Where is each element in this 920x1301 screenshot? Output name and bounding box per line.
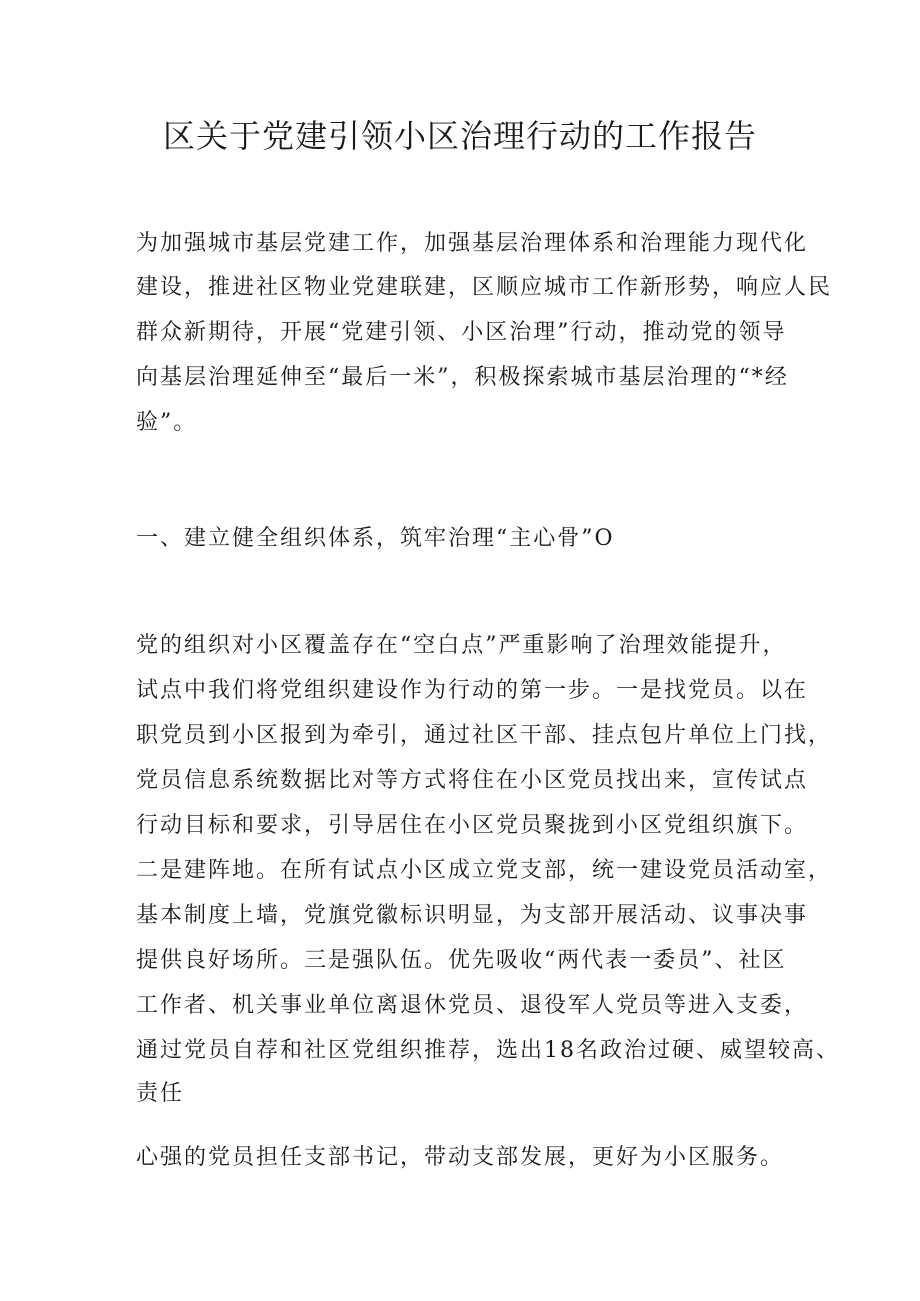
body-line: 通过党员自荐和社区党组织推荐，选出18名政治过硬、威望较高、 — [136, 1038, 840, 1063]
intro-line: 群众新期待，开展“党建引领、小区治理”行动，推动党的领导 — [136, 320, 787, 345]
section-heading: 一、建立健全组织体系，筑牢治理“主心骨”O — [136, 526, 615, 551]
body-line: 基本制度上墙，党旗党徽标识明显，为支部开展活动、议事决事 — [136, 903, 809, 928]
intro-line: 建设，推进社区物业党建联建，区顺应城市工作新形势，响应人民 — [136, 275, 833, 300]
document-title: 区关于党建引领小区治理行动的工作报告 — [162, 117, 757, 155]
body-line: 行动目标和要求，引导居住在小区党员聚拢到小区党组织旗下。 — [136, 813, 809, 838]
intro-line: 验”。 — [136, 410, 198, 435]
body-line: 心强的党员担任支部书记，带动支部发展，更好为小区服务。 — [136, 1145, 785, 1170]
body-line: 党员信息系统数据比对等方式将住在小区党员找出来，宣传试点 — [136, 768, 809, 793]
intro-line: 向基层治理延伸至“最后一米”，积极探索城市基层治理的“*经 — [136, 365, 789, 390]
body-line: 二是建阵地。在所有试点小区成立党支部，统一建设党员活动室， — [136, 858, 833, 883]
body-line: 责任 — [136, 1081, 185, 1106]
body-line: 试点中我们将党组织建设作为行动的第一步。一是找党员。以在 — [136, 678, 809, 703]
body-line: 职党员到小区报到为牵引，通过社区干部、挂点包片单位上门找， — [136, 723, 833, 748]
body-line: 工作者、机关事业单位离退休党员、退役军人党员等进入支委， — [136, 993, 809, 1018]
body-line: 提供良好场所。三是强队伍。优先吸收“两代表一委员”、社区 — [136, 948, 787, 973]
body-line: 党的组织对小区覆盖存在“空白点”严重影响了治理效能提升， — [136, 633, 787, 658]
intro-line: 为加强城市基层党建工作，加强基层治理体系和治理能力现代化 — [136, 231, 809, 256]
